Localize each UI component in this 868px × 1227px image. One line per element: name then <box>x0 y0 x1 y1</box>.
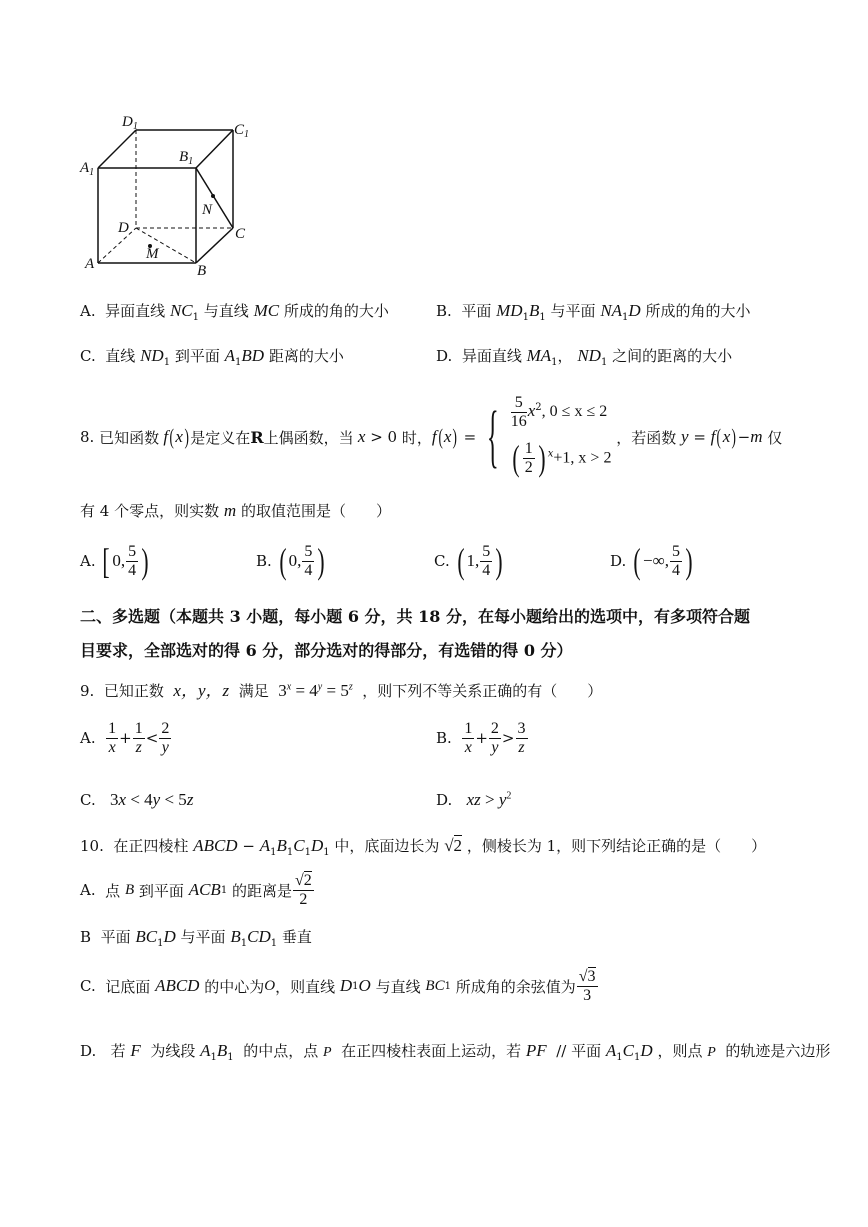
q9-option-d[interactable]: D. xz > $y^2$ <box>436 790 512 809</box>
label-a1: $A_1$ <box>80 160 95 178</box>
q10-option-b[interactable]: B 平面 $BC_1D$ 与平面 $B_1CD_1$ 垂直 <box>80 927 312 949</box>
q7-option-b[interactable]: B. 平面 $MD_1B_1$ 与平面 $NA_1D$ 所成的角的大小 <box>436 301 751 323</box>
q9-option-b[interactable]: B. $\frac{1}{x}$ + $\frac{2}{y}$ > $\frac{3}{z}$ <box>436 720 526 756</box>
label-a: A <box>85 256 95 272</box>
label-b: B <box>197 263 207 279</box>
q8-option-b[interactable]: B. ( 0, $\frac{5}{4}$ ) <box>256 541 325 581</box>
cube-figure <box>78 110 258 280</box>
q9-stem: 9. 已知正数 x，y，z 满足 $3^x = 4^y = 5^z$ ，则下列不等关系正确的有（ ） <box>80 681 603 700</box>
q7-option-d[interactable]: D. 异面直线 $MA_1$， $ND_1$ 之间的距离的大小 <box>436 346 733 368</box>
label-b1: $B_1$ <box>179 149 194 167</box>
label-d: D <box>118 220 129 236</box>
q9-option-a[interactable]: A. $\frac{1}{x}$ + $\frac{1}{z}$ < $\frac{2}{y}$ <box>80 720 170 756</box>
label-m: M <box>146 246 159 262</box>
q8-option-d[interactable]: D. ( −∞, $\frac{5}{4}$ ) <box>610 541 693 581</box>
label-n: N <box>202 202 213 218</box>
label-c1: $C_1$ <box>234 122 250 140</box>
label-c: C <box>235 226 246 242</box>
q8-option-a[interactable]: A. [ 0, $\frac{5}{4}$ ) <box>80 541 149 581</box>
section-heading-line2: 目要求，全部选对的得 6 分，部分选对的得部分，有选错的得 0 分） <box>80 641 573 660</box>
label-d1: $D_1$ <box>122 114 138 132</box>
q10-option-a[interactable]: A. 点 B 到平面 ACB 1 的距离是 $\frac{√2}{2}$ <box>80 872 312 908</box>
q8-option-c[interactable]: C. ( 1, $\frac{5}{4}$ ) <box>434 541 503 581</box>
q7-option-a[interactable]: A. 异面直线 $NC_1$ 与直线 MC 所成的角的大小 <box>80 301 389 323</box>
q8-stem: 8. 已知函数 f ( x ) 是定义在 R 上偶函数，当 x > 0 时， f ( x ) = { $\frac{5}{16}$ $x^2$, 0 ≤ x ≤ 2 ( $\frac{1}{2}$ ) $^x$+1, x > 2 ，若函数 y = f ( x ) − m 仅 <box>80 394 783 478</box>
q7-option-c[interactable]: C. 直线 $ND_1$ 到平面 $A_1BD$ 距离的大小 <box>80 346 344 368</box>
q10-stem: 10. 在正四棱柱 ABCD − $A_1B_1C_1D_1$ 中，底面边长为 √2 ，侧棱长为 1，则下列结论正确的是（ ） <box>80 836 767 858</box>
q10-option-d[interactable]: D. 若 F 为线段 $A_1B_1$ 的中点，点 P 在正四棱柱表面上运动，若 PF // 平面 $A_1C_1D$ ，则点 P 的轨迹是六边形 <box>80 1041 831 1063</box>
q8-line2: 有 4 个零点，则实数 m 的取值范围是（ ） <box>80 501 391 520</box>
section-heading-line1: 二、多选题（本题共 3 小题，每小题 6 分，共 18 分，在每小题给出的选项中，有多项符合题 <box>80 607 750 626</box>
q9-option-c[interactable]: C. 3x < 4y < 5z <box>80 790 194 809</box>
q10-option-c[interactable]: C. 记底面 ABCD 的中心为 O ，则直线 D 1 O 与直线 BC 1 所成角的余弦值为 $\frac{√3}{3}$ <box>80 968 596 1004</box>
